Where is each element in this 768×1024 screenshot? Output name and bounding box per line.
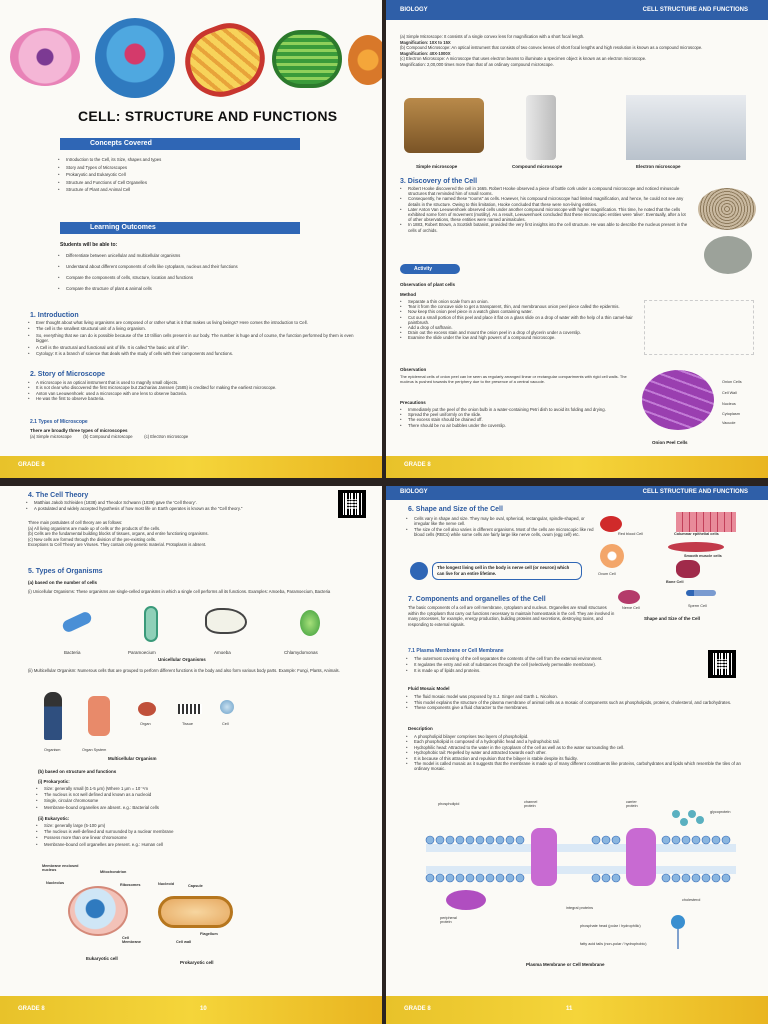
list-item: • Introduction to the Cell, its Size, shapes and types bbox=[56, 156, 356, 164]
label-channel-protein: channel protein bbox=[524, 800, 538, 808]
shape-size-caption: Shape and Size of the Cell bbox=[644, 616, 701, 621]
page-3 bbox=[0, 486, 382, 1024]
chlamydomonas-image bbox=[300, 610, 320, 636]
animal-cell-illustration bbox=[10, 28, 80, 86]
list-item: • Differentiate between unicellular and multicellular organisms bbox=[56, 250, 366, 261]
list-item: • Spread the peel uniformly on the slide. bbox=[398, 412, 638, 417]
onion-peel-caption: Onion Peel Cells bbox=[652, 440, 688, 445]
caption-electron: Electron microscope bbox=[636, 164, 681, 169]
list-item: • The outermost covering of the cell separates the contents of the cell from the external environment. bbox=[404, 656, 704, 662]
header-subject: BIOLOGY bbox=[400, 489, 428, 495]
list-item: • The nucleus is well-defined and surrounded by a nuclear membrane bbox=[34, 829, 334, 835]
page-4 bbox=[386, 486, 768, 1024]
label-fatty-acid-tails: fatty acid tails (non-polar / hydrophobic) bbox=[580, 942, 647, 946]
list-item: • Each phospholipid is composed of a hydrophilic head and a hydrophobic tail. bbox=[404, 739, 744, 744]
method-list bbox=[398, 299, 638, 341]
list-item: • Tear it from the concave side to get a transparent, thin, and membranous onion peel piece called the epidermis. bbox=[398, 304, 638, 309]
concepts-list bbox=[56, 156, 356, 194]
list-item: • Examine the slide under the low and high powers of a compound microscope. bbox=[398, 335, 638, 340]
plasma-membrane-diagram bbox=[416, 804, 746, 954]
list-item: • A Cell is the structural and functional unit of life. It is called "the basic unit of life". bbox=[26, 345, 366, 350]
outcomes-lead: Students will be able to: bbox=[60, 242, 118, 248]
organ-image bbox=[138, 702, 156, 716]
list-item: • Structure of Plant and Animal Cell bbox=[56, 186, 356, 194]
membrane-caption: Plasma Membrane or Cell Membrane bbox=[526, 962, 605, 967]
list-item: • Size: generally small (0.1-5 μm) (Where 1 μm = 10⁻⁶m bbox=[34, 786, 334, 792]
list-item: • Immediately put the peel of the onion bulb in a water-containing Petri dish to avoid its folding and drying. bbox=[398, 407, 638, 412]
list-item: • In 1883, Robert Brown, a Scottish botanist, provided the very first insights into the cell structure. He was able to describe the nucleus present in the cells of orchids. bbox=[398, 222, 688, 232]
label-phospholipid: phospholipid bbox=[438, 802, 460, 806]
section-types-microscope-title: 2.1 Types of Microscope bbox=[30, 419, 88, 425]
list-item: • Cut out a small portion of this peel and place it flat on a glass slide on a drop of water with the help of a thin camel-hair paintbrush. bbox=[398, 315, 638, 325]
chloroplast-illustration bbox=[272, 30, 342, 88]
cork-cells-image bbox=[698, 188, 756, 230]
columnar-cells-image bbox=[676, 512, 736, 532]
label-rbc: Red blood Cell bbox=[618, 532, 643, 536]
page-header bbox=[386, 486, 768, 500]
phospholipid-bilayer bbox=[426, 844, 736, 874]
bone-cell-image bbox=[676, 560, 700, 578]
learning-outcomes-banner: Learning Outcomes bbox=[60, 222, 300, 234]
discovery-list bbox=[398, 186, 688, 233]
compound-microscope-image bbox=[526, 95, 556, 160]
list-item: • Size: generally large (5-100 μm) bbox=[34, 823, 334, 829]
list-item: • Ever thought about what living organisms are composed of or rather what is it that makes us living beings? Here comes the introduction to Cell. bbox=[26, 320, 366, 325]
list-item: • Cells vary in shape and size. They may be oval, spherical, rectangular, spindle-shaped, or irregular like the nerve cell. bbox=[404, 516, 594, 527]
precautions-list bbox=[398, 407, 638, 428]
page-footer: GRADE 8 bbox=[386, 456, 768, 478]
page-number: 10 bbox=[200, 1006, 207, 1012]
label-organism: Organism bbox=[44, 748, 61, 752]
phospholipid-head-detail bbox=[671, 915, 685, 929]
outcomes-list bbox=[56, 250, 366, 294]
label-cell: Cell bbox=[222, 722, 229, 726]
observation-text: The epidermal cells of onion peel can be seen as regularly arranged linear or rectangular compartments with rigid cell walls. The nucleus is pushed towards the periphery due to the presence of a central vacuole. bbox=[400, 374, 627, 385]
label-chlamydomonas: Chlamydomonas bbox=[284, 650, 318, 655]
eukaryotic-caption: Eukaryotic cell bbox=[86, 956, 118, 961]
prokaryotic-title: (i) Prokaryotic: bbox=[38, 779, 70, 784]
prokaryotic-caption: Prokaryotic cell bbox=[180, 960, 214, 965]
cell-theory-text: Three main postulates of cell theory are as follows: (a) All living organisms are made up of cells or the products of the cells. (b) Cells are the fundamental building blocks of tissues, organs, and entire functioning organisms. (c) New cells are formed through the division of the pre-existing cells. Exceptions to Cell Theory are Viruses. They contain only genetic material. Protoplasm is absent. bbox=[28, 520, 209, 548]
plasma-membrane-list bbox=[404, 656, 704, 674]
label-nucleolus: Nucleolus bbox=[46, 881, 65, 885]
list-item: • It is made up of lipids and proteins. bbox=[404, 668, 704, 674]
did-you-know-box: The longest living cell in the body is nerve cell (or neuron) which can live for an entire lifetime. bbox=[432, 562, 582, 580]
label-onion-cells: Onion Cells bbox=[722, 380, 742, 384]
list-item: • Matthias Jakob Schleiden (1838) and Theodor Schwann (1839) gave the 'Cell theory'. bbox=[24, 500, 334, 506]
peripheral-protein-shape bbox=[446, 890, 486, 910]
label-carrier-protein: carrier protein bbox=[626, 800, 638, 808]
list-item: • He was the first to observe bacteria. bbox=[26, 396, 366, 401]
label-mitochondrion: Mitochondrion bbox=[100, 870, 127, 874]
simple-microscope-image bbox=[404, 98, 484, 153]
label-nucleoid: Nucleoid bbox=[158, 882, 175, 886]
observation-title: Observation bbox=[400, 367, 427, 372]
list-item: • The cell is the smallest structural unit of a living organism. bbox=[26, 326, 366, 331]
cell-image bbox=[220, 700, 234, 714]
list-item: • Hydrophobic tail: Repelled by water and attracted towards each other. bbox=[404, 750, 744, 755]
description-list bbox=[404, 734, 744, 772]
description-title: Description bbox=[408, 726, 433, 731]
eukaryotic-list bbox=[34, 823, 334, 848]
list-item: • A postulated and widely accepted hypothesis of how most life on Earth operates is known as the "Cell theory." bbox=[24, 506, 334, 512]
label-ribosomes: Ribosomes bbox=[120, 883, 141, 887]
list-item: • Separate a thin onion scale from an onion. bbox=[398, 299, 638, 304]
cell-illustration-5 bbox=[348, 35, 382, 85]
rbc-image bbox=[600, 516, 622, 532]
list-item: • There should be no air bubbles under the coverslip. bbox=[398, 423, 638, 428]
header-chapter: CELL STRUCTURE AND FUNCTIONS bbox=[642, 7, 748, 13]
list-item: • Robert Hooke discovered the cell in 1665. Robert Hooke observed a piece of bottle cork under a compound microscope and noticed minuscule structures that reminded him of small rooms. bbox=[398, 186, 688, 196]
electron-microscope-image bbox=[626, 95, 746, 160]
list-item: • Consequently, he named these "rooms" as cells. However, his compound microscope had limited magnification, and hence, he could not see any details in the structure. Owing to this limitation, Hooke concluded that these were non-living entities. bbox=[398, 196, 688, 206]
carrier-protein-shape bbox=[626, 828, 656, 886]
section-shape-size-title: 6. Shape and Size of the Cell bbox=[408, 506, 503, 513]
label-peripheral-protein: peripheral protein bbox=[440, 916, 457, 924]
ovum-image bbox=[600, 544, 624, 568]
page-footer: GRADE 8 11 bbox=[386, 996, 768, 1024]
label-membrane-nucleus: Membrane enclosed nucleus bbox=[42, 864, 79, 872]
unicellular-caption: Unicellular Organisms bbox=[158, 657, 206, 662]
activity-badge: Activity bbox=[400, 264, 460, 274]
precautions-title: Precautions bbox=[400, 400, 426, 405]
paramoecium-image bbox=[144, 606, 158, 642]
based-on-structure: (b) based on structure and functions bbox=[38, 769, 117, 774]
label-organ-system: Organ System bbox=[82, 748, 107, 752]
list-item: • Membrane-bound cell organelles are present. e.g.: Human cell bbox=[34, 842, 334, 848]
list-item: • Single, circular chromosome bbox=[34, 798, 334, 804]
page-footer: GRADE 8 bbox=[0, 456, 382, 478]
list-item: • It is because of this attraction and repulsion that the bilayer is stable despite its fluidity. bbox=[404, 756, 744, 761]
list-item: • This model explains the structure of the plasma membrane of animal cells as a mosaic of components such as phospholipids, proteins, cholesterol, and carbohydrates. bbox=[404, 700, 744, 706]
observation-plant-title: Observation of plant cells bbox=[400, 282, 456, 287]
smooth-muscle-image bbox=[668, 542, 724, 552]
based-on-cells: (a) based on the number of cells bbox=[28, 580, 98, 585]
section-components-title: 7. Components and organelles of the Cell bbox=[408, 596, 546, 603]
label-organ: Organ bbox=[140, 722, 151, 726]
list-item: • It regulates the entry and exit of substances through the cell (selectively permeable membrane). bbox=[404, 662, 704, 668]
list-item: • Cytology: It is a branch of science that deals with the study of cells with their components and functions. bbox=[26, 351, 366, 356]
onion-method-figure bbox=[644, 300, 754, 355]
label-capsule: Capsule bbox=[188, 884, 203, 888]
label-phosphate-head: phosphate head (polar / hydrophilic) bbox=[580, 924, 641, 928]
qr-code[interactable] bbox=[338, 490, 366, 518]
sperm-cell-image bbox=[686, 590, 716, 596]
method-title: Method bbox=[400, 292, 416, 297]
list-item: • Structure and Functions of Cell Organelles bbox=[56, 179, 356, 187]
section-plasma-membrane-title: 7.1 Plasma Membrane or Cell Membrane bbox=[408, 648, 504, 654]
label-smooth-muscle: Smooth muscle cells bbox=[684, 554, 722, 558]
concepts-covered-banner: Concepts Covered bbox=[60, 138, 300, 150]
page-header bbox=[386, 0, 768, 20]
nerve-cell-image bbox=[618, 590, 640, 604]
section-types-organisms-title: 5. Types of Organisms bbox=[28, 568, 103, 575]
label-cell-wall: Cell Wall bbox=[722, 391, 737, 395]
list-item: • Add a drop of saffranin. bbox=[398, 325, 638, 330]
caption-compound: Compound microscope bbox=[512, 164, 563, 169]
list-item: • Hydrophilic head: Attracted to the water in the cytoplasm of the cell as well as to the water surrounding the cell. bbox=[404, 745, 744, 750]
caption-simple: Simple microscope bbox=[416, 164, 458, 169]
mitochondrion-illustration bbox=[175, 13, 274, 106]
list-item: • Anton van Leeuwenhoek: used a microscope with one lens to observe bacteria. bbox=[26, 391, 366, 396]
unicellular-text: (i) Unicellular Organisms: These organisms are single-celled organisms in which a single cell performs all its functions. Examples: Amoeba, Paramoecium, Bacteria bbox=[28, 589, 331, 594]
list-item: • Prokaryotic and Eukaryotic Cell bbox=[56, 171, 356, 179]
label-glycoprotein: glycoprotein bbox=[710, 810, 731, 814]
eukaryotic-cell-image bbox=[68, 886, 128, 936]
list-item: • The fluid mosaic model was proposed by S.J. Singer and Garth L. Nicolson. bbox=[404, 694, 744, 700]
list-item: • Membrane-bound organelles are absent. e.g.: Bacterial cells bbox=[34, 805, 334, 811]
list-item: • These components give a fluid character to the membranes. bbox=[404, 705, 744, 711]
list-item: • Compare the structure of plant & animal cells bbox=[56, 283, 366, 294]
header-subject: BIOLOGY bbox=[400, 7, 428, 13]
qr-code[interactable] bbox=[708, 650, 736, 678]
label-flagellum: Flagellum bbox=[200, 932, 218, 936]
components-text: The basic components of a cell are cell membrane, cytoplasm and nucleus. Organelles are small structures within the cytoplasm that carry out functions necessary to maintain homeostasis in the cell. They are involved in many processes, for example, energy production, building proteins and secretions, destroying toxins, and responding to external signals. bbox=[408, 605, 615, 627]
onion-peel-cells-image bbox=[642, 370, 714, 430]
eukaryotic-title: (ii) Eukaryotic: bbox=[38, 816, 70, 821]
list-item: • Understand about different components of cells like cytoplasm, nucleus and their functions bbox=[56, 261, 366, 272]
label-paramoecium: Paramoecium bbox=[128, 650, 156, 655]
label-amoeba: Amoeba bbox=[214, 650, 231, 655]
label-cytoplasm: Cytoplasm bbox=[722, 412, 740, 416]
label-nucleus: Nucleus bbox=[722, 402, 736, 406]
list-item: • Story and Types of Microscopes bbox=[56, 164, 356, 172]
types-list: (a) Simple microscope (b) Compound microscope (c) Electron microscope bbox=[30, 434, 189, 439]
cell-illustration-2 bbox=[95, 18, 175, 98]
label-bone: Bone Cell bbox=[666, 580, 684, 584]
list-item: • A phospholipid bilayer comprises two layers of phospholipid. bbox=[404, 734, 744, 739]
human-figure bbox=[44, 692, 62, 740]
label-sperm: Sperm Cell bbox=[688, 604, 707, 608]
list-item: • Later Anton Van Leeuwenhoek observed cells under another compound microscope with higher magnification. This time, he noted that the cells exhibited some form of movement (motility). As a result, Leeuwenhoek concluded that these microscopic entities were 'alive'. Eventually, after a lot of other observations, these entities were named animalcules. bbox=[398, 207, 688, 223]
section-microscope-title: 2. Story of Microscope bbox=[30, 371, 106, 378]
phospholipid-heads bbox=[426, 836, 730, 882]
page-1 bbox=[0, 0, 382, 478]
label-columnar: Columnar epithelial cells bbox=[674, 532, 719, 536]
page-footer: GRADE 8 10 bbox=[0, 996, 382, 1024]
list-item: • A microscope is an optical instrument that is used to magnify small objects. bbox=[26, 380, 366, 385]
tissue-image bbox=[178, 704, 202, 714]
prokaryotic-list bbox=[34, 786, 334, 811]
list-item: • The nucleus is not well defined and known as a nucleoid bbox=[34, 792, 334, 798]
list-item: • The size of the cell also varies in different organisms. Most of the cells are microscopic like red blood cells (RBCs) while some cells are fairly large like nerve cells, ovum (egg cell) etc. bbox=[404, 527, 594, 538]
label-nerve: Nerve Cell bbox=[622, 606, 640, 610]
page-title: CELL: STRUCTURE AND FUNCTIONS bbox=[78, 108, 338, 124]
list-item: • Possess more than one linear chromosome bbox=[34, 835, 334, 841]
microscope-list bbox=[26, 380, 366, 402]
fluid-mosaic-list bbox=[404, 694, 744, 711]
types-lead: There are broadly three types of microscopes bbox=[30, 428, 128, 433]
list-item: • So, everything that we can do is possible because of the 10 trillion cells present in our body. The number is huge and of course, the function performed by them is even bigger. bbox=[26, 333, 366, 344]
list-item: • Compare the components of cells, structure, location and functions bbox=[56, 272, 366, 283]
channel-protein-shape bbox=[531, 828, 557, 886]
list-item: • Drain out the excess stain and mount the onion peel in a drop of glycerin under a coverslip. bbox=[398, 330, 638, 335]
fluid-mosaic-title: Fluid Mosaic Model bbox=[408, 686, 450, 691]
list-item: • The model is called mosaic as it suggests that the membrane is made up of many different constituents like proteins, carbohydrates and lipids which resemble the tiles of an ordinary mosaic. bbox=[404, 761, 744, 772]
prokaryotic-cell-image bbox=[158, 896, 233, 928]
page-2 bbox=[386, 0, 768, 478]
shape-size-list bbox=[404, 516, 594, 538]
introduction-list bbox=[26, 320, 366, 356]
list-item: • The excess stain should be drained off. bbox=[398, 417, 638, 422]
bacteria-image bbox=[61, 610, 93, 634]
label-tissue: Tissue bbox=[182, 722, 194, 726]
label-vacuole: Vacuole bbox=[722, 421, 736, 425]
glycoprotein-shape bbox=[672, 810, 704, 826]
label-ovum: Ovum Cell bbox=[598, 572, 616, 576]
label-cell-membrane: Cell Membrane bbox=[122, 936, 141, 944]
amoeba-image bbox=[205, 608, 247, 634]
label-cholesterol: cholesterol bbox=[682, 898, 701, 902]
cell-theory-list bbox=[24, 500, 334, 512]
multicellular-text: (ii) Multicellular Organism: Numerous cells that are grouped to perform different functions in the body and also form various body parts. Example: Fungi, Plants, Animals. bbox=[28, 668, 340, 673]
organ-system-image bbox=[88, 696, 110, 736]
label-cell-wall: Cell wall bbox=[176, 940, 192, 944]
list-item: • Now keep this onion peel piece in a watch glass containing water. bbox=[398, 309, 638, 314]
section-introduction-title: 1. Introduction bbox=[30, 312, 79, 319]
did-you-know-icon bbox=[410, 562, 428, 580]
multicellular-caption: Multicellular Organism bbox=[108, 756, 157, 761]
cell-image-2 bbox=[704, 236, 752, 274]
list-item: • It is not clear who discovered the first microscope but Zacharias Janssen (1585) is credited for making the earliest microscope. bbox=[26, 385, 366, 390]
section-cell-theory-title: 4. The Cell Theory bbox=[28, 492, 89, 499]
page-number: 11 bbox=[566, 1006, 573, 1012]
section-discovery-title: 3. Discovery of the Cell bbox=[400, 178, 478, 185]
microscope-types-text: (a) Simple Microscope: It consists of a single convex lens for magnification with a short focal length. Magnification: 10X to 15X (b) Compound Microscope: An optical instrument that consists of two convex lenses of short focal lengths and high resolution is known as a compound microscope. Magnification: 40X-1000X (c) Electron Microscope: A microscope that uses electron beams to illuminate a specimen object is known as an electron microscope. Magnification: 2,00,000 times more than that of an ordinary compound microscope. bbox=[400, 34, 703, 67]
label-integral-proteins: integral proteins bbox=[566, 906, 594, 910]
header-chapter: CELL STRUCTURE AND FUNCTIONS bbox=[642, 489, 748, 495]
label-bacteria: Bacteria bbox=[64, 650, 81, 655]
